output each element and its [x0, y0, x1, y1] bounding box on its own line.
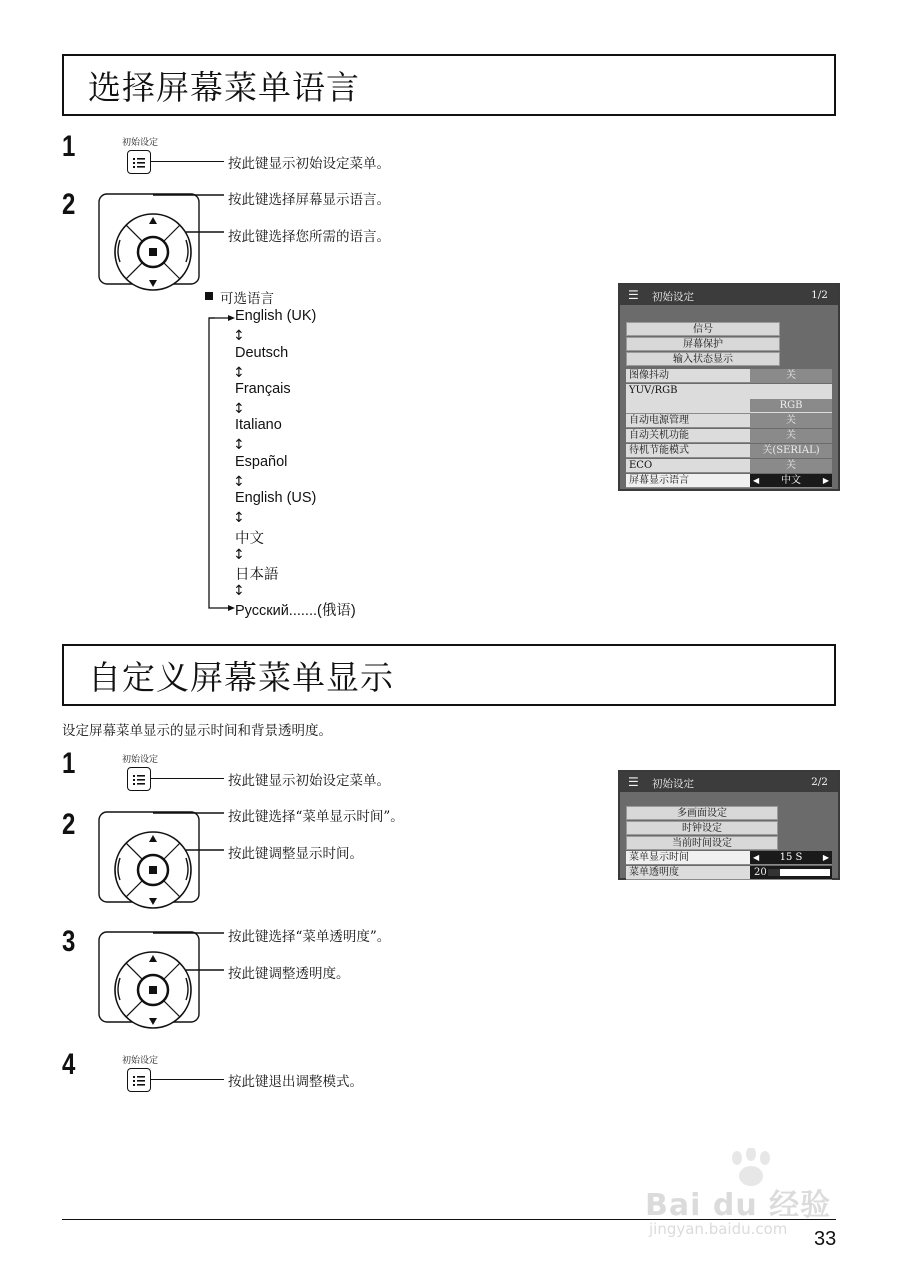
up-down-arrow-icon: ↕ [233, 474, 245, 490]
leader-line [151, 161, 224, 162]
osd-page: 2/2 [811, 776, 828, 788]
instruction-text: 按此键退出调整模式。 [228, 1074, 363, 1090]
step-number: 1 [62, 747, 76, 780]
key-caption: 初始设定 [122, 1056, 159, 1066]
setup-menu-key[interactable] [127, 150, 151, 174]
menu-list-icon [129, 769, 149, 789]
osd-row[interactable]: ECO 关 [626, 459, 832, 473]
key-caption: 初始设定 [122, 138, 159, 148]
left-arrow-icon[interactable]: ◀ [753, 476, 760, 485]
osd-row-menu-display-time[interactable]: 菜单显示时间 ◀ 15 S ▶ [626, 851, 832, 865]
osd-setup-menu-page2 [618, 770, 840, 880]
osd-page: 1/2 [811, 289, 828, 301]
osd-header [620, 772, 838, 792]
menu-list-icon: ☰ [628, 288, 639, 302]
osd-row[interactable]: 待机节能模式 关(SERIAL) [626, 444, 832, 458]
leader-line [151, 778, 224, 779]
osd-button-screensaver[interactable]: 屏幕保护 [626, 337, 780, 351]
osd-button-input-label[interactable]: 输入状态显示 [626, 352, 780, 366]
osd-header [620, 285, 838, 305]
up-down-arrow-icon: ↕ [233, 583, 245, 599]
instruction-text: 按此键调整透明度。 [228, 966, 350, 982]
menu-list-icon: ☰ [628, 775, 639, 789]
instruction-text: 按此键显示初始设定菜单。 [228, 156, 390, 172]
direction-pad-icon[interactable] [98, 926, 224, 1034]
step-number: 1 [62, 130, 76, 163]
watermark-url: jingyan.baidu.com [649, 1220, 788, 1238]
baidu-watermark [645, 1148, 855, 1243]
osd-row[interactable]: 自动电源管理 关 [626, 414, 832, 428]
up-down-arrow-icon: ↕ [233, 401, 245, 417]
language-loop-arrow [205, 312, 237, 614]
languages-heading: 可选语言 [220, 291, 274, 307]
language-option[interactable]: Deutsch [235, 345, 289, 361]
osd-setup-menu-page1 [618, 283, 840, 491]
up-down-arrow-icon: ↕ [233, 365, 245, 381]
osd-button-multi-display[interactable]: 多画面设定 [626, 806, 778, 820]
up-down-arrow-icon: ↕ [233, 328, 245, 344]
language-option[interactable]: Italiano [235, 417, 282, 433]
osd-row[interactable]: 自动关机功能 关 [626, 429, 832, 443]
up-down-arrow-icon: ↕ [233, 437, 245, 453]
section-title-osd-display: 自定义屏幕菜单显示 [62, 644, 836, 706]
language-option[interactable]: Français [235, 381, 291, 397]
transparency-value: 20 [754, 867, 767, 878]
step-number: 3 [62, 925, 76, 958]
osd-title: 初始设定 [652, 291, 694, 303]
setup-menu-key[interactable] [127, 1068, 151, 1092]
language-option[interactable]: English (UK) [235, 308, 317, 324]
language-option[interactable]: Español [235, 454, 288, 470]
direction-pad-icon[interactable] [98, 806, 224, 914]
right-arrow-icon[interactable]: ▶ [822, 476, 829, 485]
language-option[interactable]: 日本語 [235, 567, 279, 583]
menu-list-icon [129, 1070, 149, 1090]
transparency-slider-track[interactable] [768, 869, 830, 876]
step-number: 4 [62, 1048, 76, 1081]
transparency-slider-fill [768, 869, 780, 876]
osd-title: 初始设定 [652, 778, 694, 790]
leader-line [151, 1079, 224, 1080]
up-down-arrow-icon: ↕ [233, 547, 245, 563]
step-number: 2 [62, 808, 76, 841]
instruction-text: 按此键选择屏幕显示语言。 [228, 192, 390, 208]
language-option[interactable]: 中文 [235, 531, 264, 547]
menu-list-icon [129, 152, 149, 172]
instruction-text: 按此键选择“菜单显示时间”。 [228, 809, 404, 825]
instruction-text: 按此键显示初始设定菜单。 [228, 773, 390, 789]
right-arrow-icon[interactable]: ▶ [822, 853, 829, 862]
bullet-square [205, 292, 213, 300]
intro-text: 设定屏幕菜单显示的显示时间和背景透明度。 [62, 723, 332, 739]
language-option[interactable]: English (US) [235, 490, 317, 506]
osd-row-menu-transparency[interactable]: 菜单透明度 20 [626, 866, 832, 880]
up-down-arrow-icon: ↕ [233, 510, 245, 526]
osd-button-signal[interactable]: 信号 [626, 322, 780, 336]
osd-row-osd-language[interactable]: 屏幕显示语言 ◀ 中文 ▶ [626, 474, 832, 488]
instruction-text: 按此键选择您所需的语言。 [228, 229, 390, 245]
section-title-language: 选择屏幕菜单语言 [62, 54, 836, 116]
step-number: 2 [62, 188, 76, 221]
key-caption: 初始设定 [122, 755, 159, 765]
language-option[interactable]: Русский.......(俄语) [235, 603, 356, 619]
left-arrow-icon[interactable]: ◀ [753, 853, 760, 862]
instruction-text: 按此键调整显示时间。 [228, 846, 363, 862]
osd-row-yuv-rgb[interactable]: YUV/RGB RGB [626, 384, 832, 414]
direction-pad-icon[interactable] [98, 188, 224, 296]
osd-row[interactable]: 图像抖动 关 [626, 369, 832, 383]
watermark-brand: Bai du 经验 [645, 1188, 832, 1223]
setup-menu-key[interactable] [127, 767, 151, 791]
instruction-text: 按此键选择“菜单透明度”。 [228, 929, 391, 945]
osd-button-current-time[interactable]: 当前时间设定 [626, 836, 778, 850]
osd-button-clock[interactable]: 时钟设定 [626, 821, 778, 835]
page-number: 33 [814, 1228, 837, 1250]
